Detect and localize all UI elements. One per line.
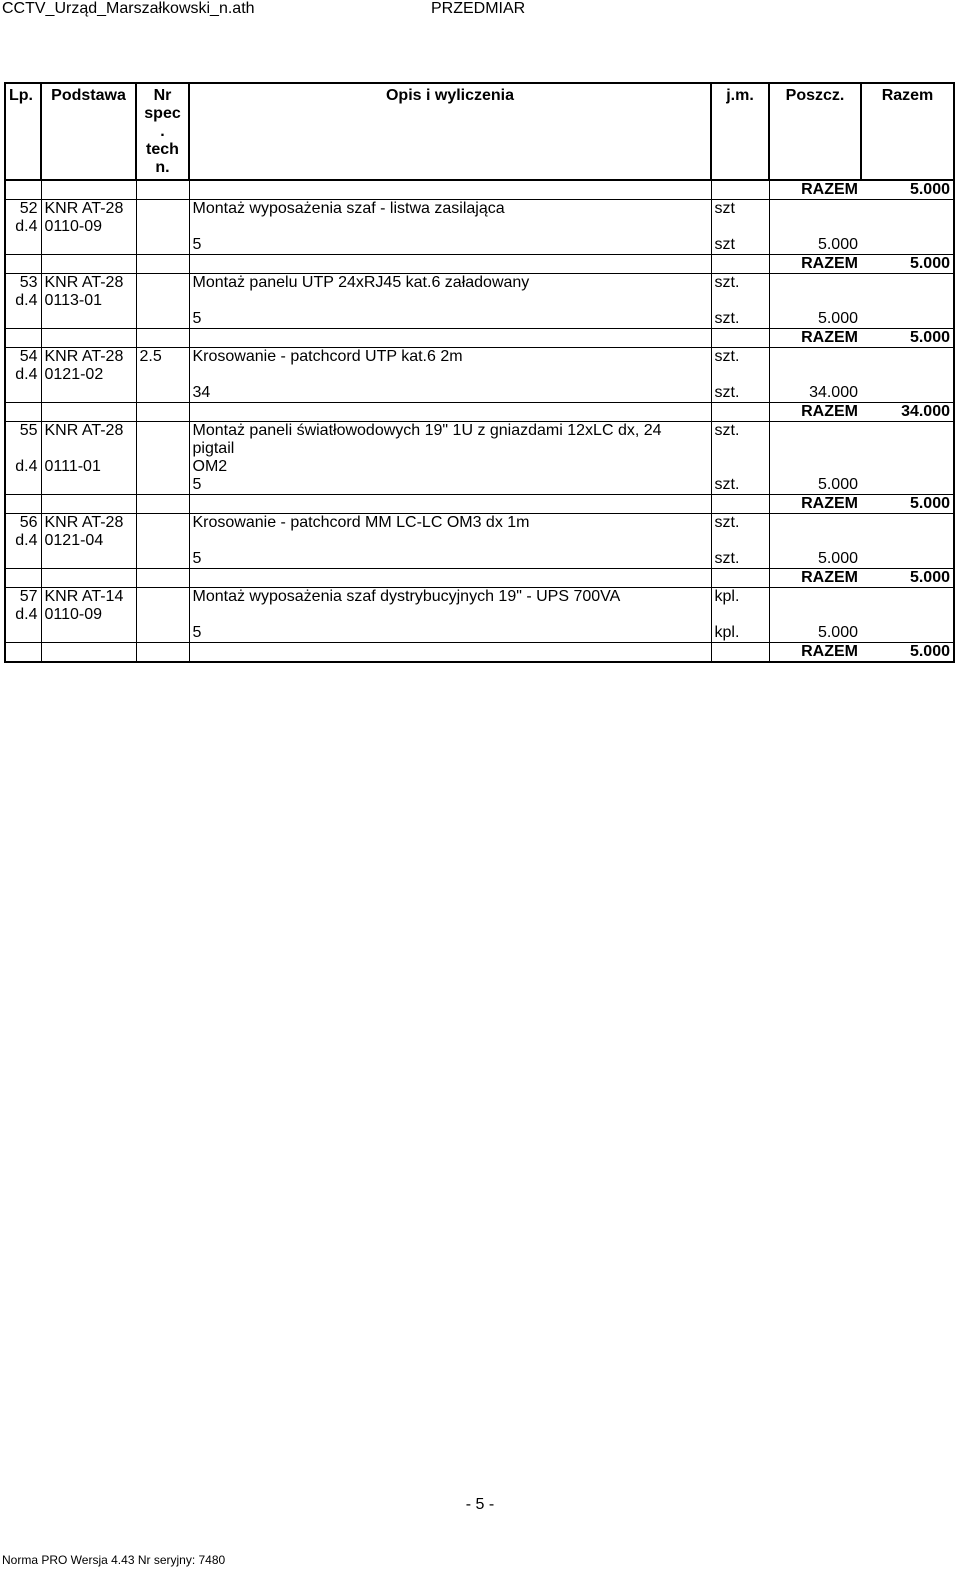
empty-cell [5,550,41,569]
empty-cell [769,422,861,459]
item-opis-cont [189,532,711,550]
item-podstawa-code: 0113-01 [41,292,136,310]
col-nr-line: tech [146,141,179,158]
table-row [5,458,954,476]
item-poszcz: 5.000 [817,476,858,493]
empty-cell [861,514,954,533]
item-quantity-unit: szt. [711,310,769,329]
item-poszcz: 5.000 [817,236,858,253]
empty-cell [136,255,189,274]
table-header-row [5,83,954,180]
empty-cell [861,588,954,607]
software-footer: Norma PRO Wersja 4.43 Nr seryjny: 7480 [2,1553,226,1567]
empty-cell [136,606,189,624]
empty-cell [136,476,189,495]
item-opis: Krosowanie - patchcord UTP kat.6 2m [189,348,711,367]
col-nr-line: n. [155,159,170,176]
item-podstawa-code: 0111-01 [41,458,136,476]
empty-cell [136,624,189,643]
col-razem: Razem [861,83,954,180]
item-podstawa-prefix: d.4 [5,532,41,550]
document-type: PRZEDMIAR [431,0,526,17]
item-nr-spec: 2.5 [136,348,189,367]
razem-row [5,403,954,422]
razem-label: RAZEM [769,255,861,274]
table-row [5,236,954,255]
item-podstawa-prefix: d.4 [5,218,41,236]
table-row [5,366,954,384]
item-podstawa-code: 0121-02 [41,366,136,384]
item-podstawa: KNR AT-28 [41,422,136,459]
empty-cell [136,384,189,403]
razem-value: 5.000 [861,329,954,348]
empty-cell [136,329,189,348]
empty-cell [711,569,769,588]
empty-cell [136,495,189,514]
empty-cell [861,422,954,459]
item-podstawa: KNR AT-28 [41,274,136,293]
col-nr-spec [136,83,189,180]
empty-cell [769,606,861,624]
empty-cell [861,624,954,643]
empty-cell [711,606,769,624]
empty-cell [5,569,41,588]
razem-row [5,255,954,274]
empty-cell [41,403,136,422]
empty-cell [41,384,136,403]
empty-cell [136,532,189,550]
empty-cell [5,329,41,348]
item-podstawa-prefix: d.4 [5,366,41,384]
razem-row-top [5,180,954,200]
empty-cell [769,532,861,550]
item-lp: 57 [5,588,41,607]
empty-cell [861,532,954,550]
empty-cell [769,218,861,236]
item-quantity-unit: szt. [711,550,769,569]
item-podstawa: KNR AT-14 [41,588,136,607]
item-poszcz: 5.000 [817,550,858,567]
empty-cell [711,292,769,310]
item-podstawa-code: 0110-09 [41,218,136,236]
item-opis-cont: OM2 [189,458,711,476]
table-row [5,624,954,643]
item-podstawa-code: 0110-09 [41,606,136,624]
item-lp: 53 [5,274,41,293]
empty-cell [861,274,954,293]
empty-cell [5,403,41,422]
item-jm: szt. [711,514,769,533]
item-quantity-unit: kpl. [711,624,769,643]
table-row [5,310,954,329]
empty-cell [861,218,954,236]
razem-label: RAZEM [769,403,861,422]
empty-cell [711,458,769,476]
empty-cell [189,643,711,663]
item-jm: szt. [711,348,769,367]
empty-cell [711,218,769,236]
razem-label: RAZEM [769,643,861,663]
table-row [5,218,954,236]
empty-cell [41,624,136,643]
empty-cell [861,292,954,310]
razem-row [5,495,954,514]
empty-cell [711,643,769,663]
razem-label: RAZEM [801,181,858,198]
empty-cell [861,550,954,569]
empty-cell [41,310,136,329]
item-quantity: 5 [189,236,711,255]
razem-value: 5.000 [861,255,954,274]
item-quantity-unit: szt [711,236,769,255]
item-opis: Montaż panelu UTP 24xRJ45 kat.6 załadowany [189,274,711,293]
razem-value: 5.000 [861,569,954,588]
empty-cell [861,348,954,367]
empty-cell [189,329,711,348]
col-podstawa: Podstawa [41,83,136,180]
item-poszcz: 5.000 [817,624,858,641]
empty-cell [41,495,136,514]
empty-cell [861,606,954,624]
empty-cell [5,624,41,643]
przedmiar-table [4,82,955,663]
item-nr-spec [136,200,189,219]
item-podstawa-prefix: d.4 [5,458,41,476]
empty-cell [861,458,954,476]
item-lp: 55 [5,422,41,459]
empty-cell [136,218,189,236]
table-row [5,200,954,219]
item-podstawa-code: 0121-04 [41,532,136,550]
empty-cell [189,569,711,588]
empty-cell [136,458,189,476]
col-nr-line: spec [144,105,181,122]
item-podstawa: KNR AT-28 [41,348,136,367]
empty-cell [711,403,769,422]
empty-cell [769,514,861,533]
empty-cell [41,255,136,274]
empty-cell [769,348,861,367]
empty-cell [769,458,861,476]
empty-cell [41,569,136,588]
empty-cell [861,366,954,384]
razem-label: RAZEM [769,569,861,588]
col-lp: Lp. [5,83,41,180]
item-opis: Krosowanie - patchcord MM LC-LC OM3 dx 1m [189,514,711,533]
empty-cell [136,366,189,384]
table-row [5,532,954,550]
empty-cell [41,236,136,255]
item-jm: kpl. [711,588,769,607]
item-poszcz: 34.000 [809,384,858,401]
col-opis: Opis i wyliczenia [189,83,711,180]
item-lp: 54 [5,348,41,367]
table-row [5,274,954,293]
empty-cell [711,532,769,550]
table-row [5,348,954,367]
empty-cell [136,403,189,422]
razem-value: 5.000 [861,180,954,200]
razem-value: 34.000 [861,403,954,422]
item-opis-cont [189,292,711,310]
razem-row [5,569,954,588]
empty-cell [861,236,954,255]
empty-cell [189,255,711,274]
item-podstawa: KNR AT-28 [41,514,136,533]
empty-cell [136,310,189,329]
item-quantity: 5 [189,550,711,569]
item-podstawa: KNR AT-28 [41,200,136,219]
col-jm: j.m. [711,83,769,180]
item-quantity: 5 [189,624,711,643]
table-row [5,588,954,607]
page-number: - 5 - [465,1496,495,1513]
item-nr-spec [136,588,189,607]
item-podstawa-prefix: d.4 [5,292,41,310]
item-nr-spec [136,514,189,533]
empty-cell [189,495,711,514]
item-opis-cont [189,218,711,236]
razem-label: RAZEM [769,329,861,348]
empty-cell [5,643,41,663]
col-nr-line: Nr [153,87,172,104]
item-quantity-unit: szt. [711,476,769,495]
razem-label: RAZEM [769,495,861,514]
razem-value: 5.000 [861,643,954,663]
item-lp: 56 [5,514,41,533]
item-podstawa-prefix: d.4 [5,606,41,624]
item-lp: 52 [5,200,41,219]
empty-cell [711,255,769,274]
item-nr-spec [136,422,189,459]
empty-cell [41,329,136,348]
item-poszcz: 5.000 [817,310,858,327]
table-row [5,514,954,533]
item-opis: Montaż paneli światłowodowych 19" 1U z gniazdami 12xLC dx, 24 pigtail [189,422,711,459]
empty-cell [711,366,769,384]
empty-cell [136,236,189,255]
empty-cell [5,310,41,329]
empty-cell [5,255,41,274]
col-nr-line: . [160,123,165,140]
empty-cell [861,200,954,219]
item-opis: Montaż wyposażenia szaf dystrybucyjnych 19" - UPS 700VA [189,588,711,607]
item-jm: szt. [711,274,769,293]
empty-cell [5,236,41,255]
item-opis-cont [189,366,711,384]
item-quantity: 5 [189,476,711,495]
empty-cell [5,384,41,403]
item-quantity: 34 [189,384,711,403]
empty-cell [136,550,189,569]
empty-cell [41,476,136,495]
empty-cell [861,310,954,329]
empty-cell [769,200,861,219]
empty-cell [769,366,861,384]
table-row [5,422,954,459]
item-jm: szt. [711,422,769,459]
razem-row [5,643,954,663]
table-row [5,476,954,495]
item-opis-cont [189,606,711,624]
empty-cell [5,495,41,514]
empty-cell [41,550,136,569]
razem-row [5,329,954,348]
empty-cell [711,329,769,348]
empty-cell [5,476,41,495]
item-quantity-unit: szt. [711,384,769,403]
table-row [5,606,954,624]
empty-cell [769,588,861,607]
item-opis: Montaż wyposażenia szaf - listwa zasilająca [189,200,711,219]
empty-cell [136,569,189,588]
empty-cell [189,403,711,422]
table-row [5,550,954,569]
item-nr-spec [136,274,189,293]
empty-cell [136,643,189,663]
empty-cell [711,495,769,514]
item-jm: szt [711,200,769,219]
item-quantity: 5 [189,310,711,329]
empty-cell [769,274,861,293]
empty-cell [136,292,189,310]
empty-cell [861,384,954,403]
col-poszcz: Poszcz. [769,83,861,180]
file-name: CCTV_Urząd_Marszałkowski_n.ath [2,0,255,17]
empty-cell [41,643,136,663]
table-row [5,292,954,310]
table-row [5,384,954,403]
empty-cell [861,476,954,495]
razem-value: 5.000 [861,495,954,514]
empty-cell [769,292,861,310]
